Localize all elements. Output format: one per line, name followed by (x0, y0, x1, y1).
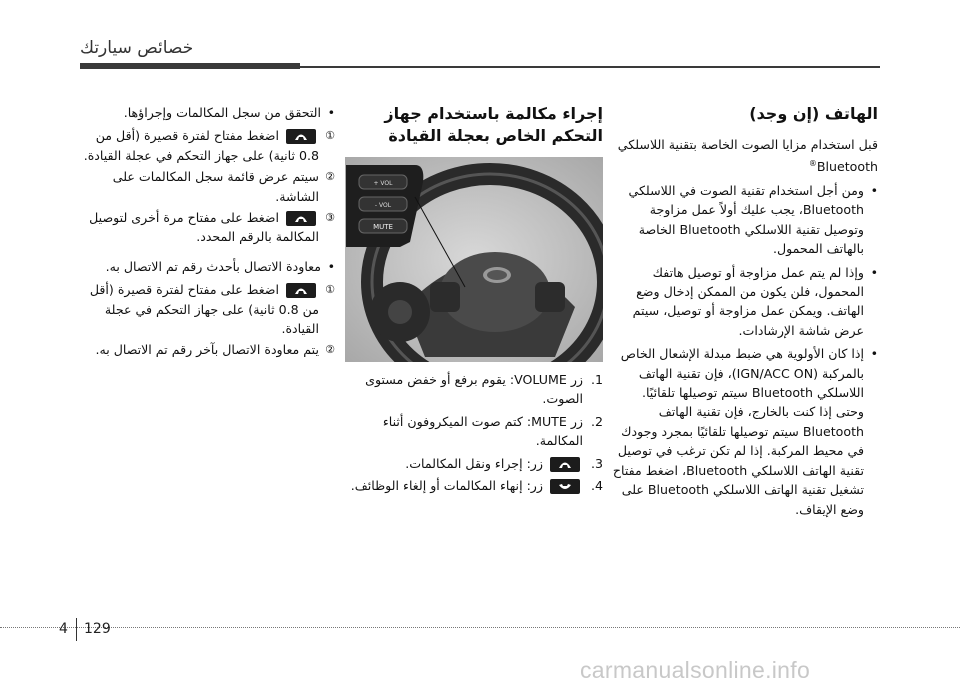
redial-step: ② يتم معاودة الاتصال بآخر رقم تم الاتصال به. (95, 342, 335, 358)
phone-bullet: • ومن أجل استخدام تقنية الصوت في اللاسلكي Bluetooth، يجب عليك أولاً عمل مزاوجة وتوصيل تقنية اللاسلكي Bluetooth الخاصة بالهاتف المحمول. (612, 181, 878, 259)
header-rule (80, 66, 880, 68)
footer-separator (76, 618, 77, 641)
phone-bullet: • وإذا لم يتم عمل مزاوجة أو توصيل هاتفك المحمول، فلن يكون من الممكن إدخال وضع الهاتف. ويمكن عمل مزاوجة أو توصيل، سيتم عرض شاشة الإرشادات. (612, 263, 878, 341)
vol-down-label: VOL - (374, 202, 392, 209)
steering-call-title: إجراء مكالمة باستخدام جهاز التحكم الخاص بعجلة القيادة (384, 104, 603, 145)
call-history-step: ③ اضغط على مفتاح مرة أخرى لتوصيل المكالمة بالرقم المحدد. (89, 210, 335, 245)
control-item-call: 3. زر: إجراء ونقل المكالمات. (405, 455, 603, 471)
mute-label: MUTE (373, 223, 393, 231)
phone-call-icon (286, 129, 316, 144)
redial-step: ① اضغط على مفتاح لفترة قصيرة (أقل من 0.8 ثانية) على جهاز التحكم في عجلة القيادة. (89, 282, 335, 337)
phone-bullet: • إذا كان الأولوية هي ضبط مبدلة الإشعال الخاص بالمركبة (IGN/ACC ON)، فإن تقنية الهاتف اللاسلكي Bluetooth سيتم توصيلها تلقائيًا. وحتى إذا كنت بالخارج، فإن تقنية الهاتف Bluetooth سيتم توصيلها تلقائيًا بمجرد وجودك في محيط المركبة. إذا لم تكن ترغب في توصيل تقنية الهاتف اللاسلكي Bluetooth، اضغط مفتاح تشغيل تقنية الهاتف اللاسلكي Bluetooth على وضع الإيقاف. (612, 344, 878, 519)
page-number: 129 (84, 621, 111, 637)
phone-section (612, 103, 878, 523)
footer-rule (0, 627, 960, 628)
control-item-volume: 1. زر VOLUME: يقوم برفع أو خفض مستوى الصوت. (365, 372, 603, 407)
watermark: carmanualsonline.info (580, 657, 811, 683)
steering-wheel-photo (345, 157, 603, 362)
redial-bullet: • معاودة الاتصال بأحدث رقم تم الاتصال به. (75, 257, 335, 276)
phone-section-title: الهاتف (إن وجد) (749, 104, 878, 123)
phone-call-icon (286, 283, 316, 298)
call-history-step: ② سيتم عرض قائمة سجل المكالمات على الشاشة. (112, 169, 335, 204)
vol-up-label: VOL + (373, 180, 393, 187)
steering-call-section (345, 103, 603, 498)
call-history-bullet: • التحقق من سجل المكالمات وإجراؤها. (75, 103, 335, 122)
phone-intro: قبل استخدام مزايا الصوت الخاصة بتقنية اللاسلكي Bluetooth® (617, 137, 878, 175)
call-history-section (75, 103, 335, 362)
control-item-mute: 2. زر MUTE: كتم صوت الميكروفون أثناء المكالمة. (382, 413, 603, 449)
control-item-end: 4. زر: إنهاء المكالمات أو إلغاء الوظائف. (350, 478, 603, 494)
phone-call-icon (550, 457, 580, 472)
bluetooth-term: Bluetooth (816, 159, 878, 175)
section-header-title: خصائص سيارتك (80, 38, 194, 58)
call-history-step: ① اضغط مفتاح لفترة قصيرة (أقل من 0.8 ثانية) على جهاز التحكم في عجلة القيادة. (83, 128, 335, 163)
phone-call-icon (286, 211, 316, 226)
steering-wheel-image (345, 157, 603, 362)
chapter-number: 4 (59, 621, 68, 637)
phone-end-icon (550, 479, 580, 494)
